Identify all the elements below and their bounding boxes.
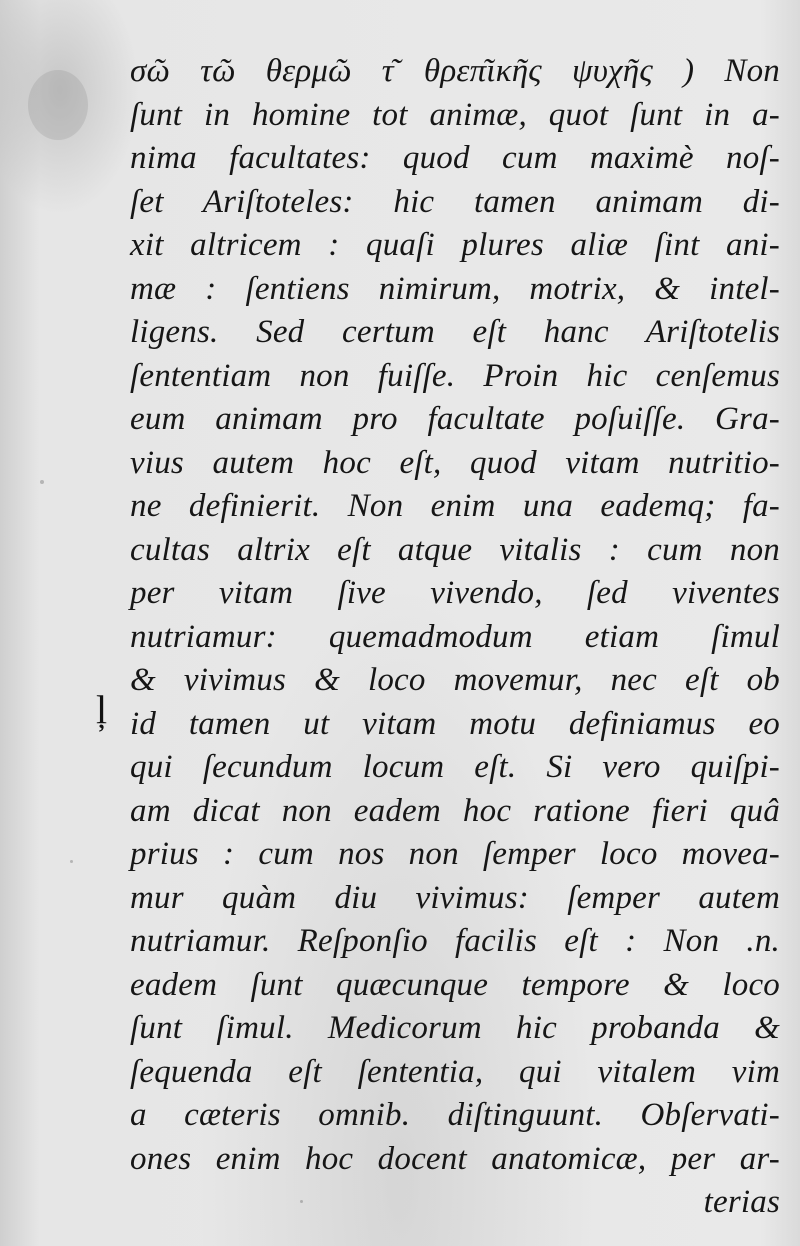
text-line: ne definierit. Non enim una eademq; fa- <box>130 488 780 524</box>
text-line: a cæteris omnib. diſtinguunt. Obſervati- <box>130 1097 780 1133</box>
text-line: ſententiam non fuiſſe. Proin hic cenſemus <box>130 357 780 394</box>
text-line: qui ſecundum locum eſt. Si vero quiſpi- <box>130 749 780 785</box>
text-line: & vivimus & loco movemur, nec eſt ob <box>130 662 780 698</box>
text-line: am dicat non eadem hoc ratione fieri quâ <box>130 792 780 829</box>
text-line: ſunt in homine tot animæ, quot ſunt in a- <box>130 96 780 133</box>
text-line: ſunt ſimul. Medicorum hic probanda & <box>130 1010 780 1046</box>
paper-speck <box>40 480 44 484</box>
text-line: nima facultates: quod cum maximè noſ- <box>130 140 780 176</box>
text-line: vius autem hoc eſt, quod vitam nutritio- <box>130 444 780 481</box>
text-body <box>130 50 780 1225</box>
text-line: mæ : ſentiens nimirum, motrix, & intel- <box>130 270 780 307</box>
text-line: cultas altrix eſt atque vitalis : cum non <box>130 531 780 568</box>
text-line: nutriamur. Reſponſio facilis eſt : Non .n. <box>130 923 780 959</box>
text-line: ligens. Sed certum eſt hanc Ariſtotelis <box>130 314 780 350</box>
text-line: per vitam ſive vivendo, ſed viventes <box>130 575 780 611</box>
catchword: terias <box>703 1184 780 1220</box>
paper-stain <box>28 70 88 140</box>
text-line: eum animam pro facultate poſuiſſe. Gra- <box>130 401 780 437</box>
paper-speck <box>70 860 73 863</box>
text-line: eadem ſunt quæcunque tempore & loco <box>130 966 780 1003</box>
margin-mark: ļ <box>96 687 108 732</box>
text-line: σῶ τῶ θερμῶ τ͂ θρεπ͂ικῆς ψυχῆς ) Non <box>130 53 780 89</box>
text-line: xit altricem : quaſi plures aliæ ſint ani- <box>130 227 780 263</box>
text-line: id tamen ut vitam motu definiamus eo <box>130 705 780 742</box>
text-line: ſet Ariſtoteles: hic tamen animam di- <box>130 183 780 220</box>
text-line: mur quàm diu vivimus: ſemper autem <box>130 879 780 916</box>
text-line: ſequenda eſt ſententia, qui vitalem vim <box>130 1053 780 1090</box>
text-line: ones enim hoc docent anatomicæ, per ar- <box>130 1140 780 1177</box>
text-line: nutriamur: quemadmodum etiam ſimul <box>130 618 780 655</box>
text-line: prius : cum nos non ſemper loco movea- <box>130 836 780 872</box>
